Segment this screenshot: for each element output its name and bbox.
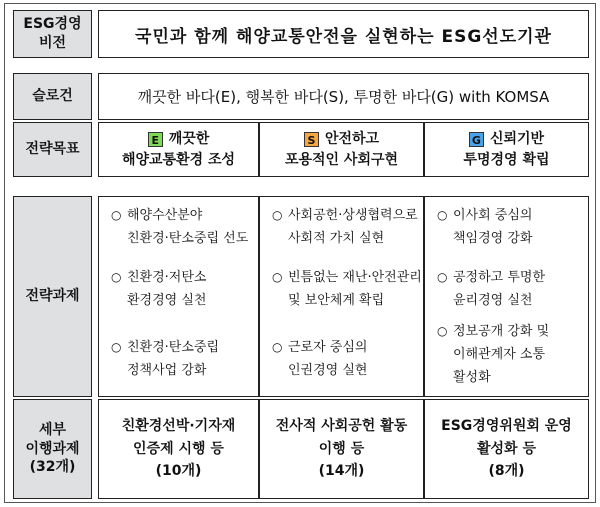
goal-s-line2: 포용적인 사회구현 bbox=[284, 151, 399, 168]
goal-g bbox=[424, 122, 589, 177]
detail-g bbox=[424, 399, 589, 499]
task-line: 빈틈없는 재난·안전관리 bbox=[288, 270, 422, 285]
bullet-icon: ○ bbox=[111, 208, 122, 222]
task-line: 근로자 중심의 bbox=[288, 340, 368, 355]
task-line: 정보공개 강화 및 bbox=[453, 324, 550, 339]
task-line: 해양수산분야 bbox=[127, 208, 203, 223]
detail-label-line2: 이행과제 bbox=[25, 440, 80, 457]
task-line: 친환경·저탄소 bbox=[127, 270, 207, 285]
goal-s-badge: S bbox=[304, 132, 319, 147]
detail-count: (14개) bbox=[318, 463, 365, 480]
task-line: 친환경·탄소중립 bbox=[127, 340, 220, 355]
vision-label-line1: ESG경영 bbox=[23, 16, 82, 33]
detail-line: 인증제 시행 등 bbox=[133, 440, 224, 457]
bullet-icon: ○ bbox=[437, 270, 448, 284]
task-item bbox=[272, 337, 367, 383]
task-line: 및 보안체계 확립 bbox=[288, 292, 385, 308]
goal-g-line2: 투명경영 확립 bbox=[463, 151, 550, 168]
task-item bbox=[437, 267, 545, 313]
task-line: 사회공헌·상생협력으로 bbox=[288, 208, 418, 223]
task-line: 이해관계자 소통 bbox=[453, 346, 546, 362]
detail-line: ESG경영위원회 운영 bbox=[441, 418, 572, 435]
goal-e-line1: 깨끗한 bbox=[168, 130, 210, 147]
task-line: 책임경영 강화 bbox=[453, 230, 533, 246]
task-line: 이사회 중심의 bbox=[453, 208, 533, 223]
bullet-icon: ○ bbox=[437, 324, 448, 338]
bullet-icon: ○ bbox=[272, 208, 283, 222]
detail-line: 친환경선박·기자재 bbox=[121, 418, 236, 435]
task-item bbox=[111, 205, 248, 251]
detail-count: (10개) bbox=[155, 463, 202, 480]
detail-label-line3: (32개) bbox=[29, 459, 76, 476]
task-item bbox=[272, 267, 422, 313]
bullet-icon: ○ bbox=[111, 340, 122, 354]
tasks-g-column bbox=[424, 196, 589, 397]
tasks-e-column bbox=[98, 196, 259, 397]
detail-e bbox=[98, 399, 259, 499]
goal-e-line2: 해양교통환경 조성 bbox=[121, 151, 236, 168]
task-item bbox=[437, 321, 549, 389]
goal-s bbox=[259, 122, 424, 177]
tasks-s-column bbox=[259, 196, 424, 397]
goal-g-line1: 신뢰기반 bbox=[489, 130, 545, 147]
task-line: 사회적 가치 실현 bbox=[288, 230, 385, 246]
task-label: 전략과제 bbox=[13, 196, 92, 397]
detail-line: 전사적 사회공헌 활동 bbox=[275, 418, 408, 435]
vision-label bbox=[13, 10, 92, 58]
task-line: 윤리경영 실천 bbox=[453, 292, 533, 308]
task-line: 활성화 bbox=[453, 369, 491, 385]
slogan-label: 슬로건 bbox=[13, 73, 92, 120]
task-line: 환경경영 실천 bbox=[127, 292, 207, 308]
task-line: 공정하고 투명한 bbox=[453, 270, 546, 285]
detail-line: 활성화 등 bbox=[477, 440, 536, 457]
detail-line: 이행 등 bbox=[318, 440, 365, 457]
vision-label-line2: 비전 bbox=[38, 35, 67, 51]
task-item bbox=[272, 205, 418, 251]
detail-label-line1: 세부 bbox=[38, 421, 67, 438]
bullet-icon: ○ bbox=[111, 270, 122, 284]
slogan-text: 깨끗한 바다(E), 행복한 바다(S), 투명한 바다(G) with KOMSA bbox=[98, 73, 589, 120]
task-item bbox=[111, 337, 219, 383]
goal-g-badge: G bbox=[469, 132, 484, 147]
task-line: 인권경영 실현 bbox=[288, 362, 368, 378]
bullet-icon: ○ bbox=[272, 270, 283, 284]
detail-count: (8개) bbox=[488, 463, 525, 480]
task-line: 정책사업 강화 bbox=[127, 362, 207, 378]
vision-text: 국민과 함께 해양교통안전을 실현하는 ESG선도기관 bbox=[98, 10, 589, 58]
detail-s bbox=[259, 399, 424, 499]
task-item bbox=[111, 267, 206, 313]
goal-e-badge: E bbox=[148, 132, 163, 147]
goal-s-line1: 안전하고 bbox=[324, 130, 380, 147]
goal-label: 전략목표 bbox=[13, 122, 92, 177]
bullet-icon: ○ bbox=[437, 208, 448, 222]
task-line: 친환경·탄소중립 선도 bbox=[127, 230, 249, 246]
task-item bbox=[437, 205, 532, 251]
detail-label bbox=[13, 399, 92, 499]
bullet-icon: ○ bbox=[272, 340, 283, 354]
goal-e bbox=[98, 122, 259, 177]
